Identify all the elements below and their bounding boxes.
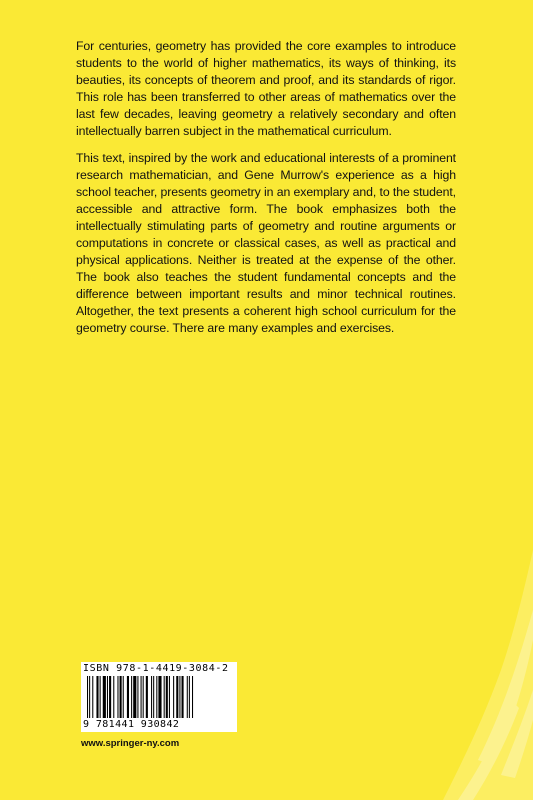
barcode-bar [131, 676, 132, 718]
barcode-bar [123, 676, 124, 718]
blurb [76, 38, 456, 347]
barcode-digits: 9 781441 930842 [83, 719, 180, 730]
barcode-bar [156, 676, 157, 718]
barcode-bar [166, 676, 168, 718]
springer-horse-watermark-icon [423, 550, 533, 800]
barcode-bar [169, 676, 170, 718]
barcode-bar [146, 676, 148, 718]
barcode-bar [96, 676, 98, 718]
barcode-bar [182, 676, 184, 718]
barcode-bar [192, 676, 193, 718]
barcode-bar [100, 676, 101, 718]
barcode-bar [87, 676, 88, 718]
blurb-paragraph-1: For centuries, geometry has provided the core examples to introduce students to the world of higher mathematics, its ways of thinking, its beauties, its concepts of theorem and proof, and its standards of rigor. This role has been transferred to other areas of mathematics over the last few decades, leaving geometry a relatively secondary and often intellectually barren subject in the mathematical curriculum. [76, 39, 456, 138]
barcode-bar [153, 676, 154, 718]
barcode-bar [109, 676, 111, 718]
barcode-bar [117, 676, 118, 718]
barcode-bar [127, 676, 129, 718]
barcode-bar [151, 676, 152, 718]
isbn: ISBN 978-1-4419-3084-2 [83, 663, 229, 674]
barcode-bar [179, 676, 180, 718]
barcode-bar [176, 676, 178, 718]
publisher-url: www.springer-ny.com [81, 738, 180, 749]
barcode-bar [113, 676, 114, 718]
barcode-bar [141, 676, 142, 718]
barcode-label [81, 662, 237, 732]
barcode-icon [87, 676, 231, 718]
barcode-bar [107, 676, 108, 718]
barcode-bar [173, 676, 174, 718]
barcode-bar [158, 676, 161, 718]
barcode-bar [92, 676, 93, 718]
barcode-bar [187, 676, 188, 718]
barcode-bar [189, 676, 190, 718]
barcode-bar [103, 676, 106, 718]
barcode-bar [133, 676, 136, 718]
barcode-bar [120, 676, 122, 718]
barcode-bar [89, 676, 90, 718]
barcode-bar [164, 676, 165, 718]
barcode-bar [137, 676, 138, 718]
barcode-bar [143, 676, 144, 718]
blurb-paragraph-2: This text, inspired by the work and educational interests of a prominent research mathematician, and Gene Murrow's experience as a high school teacher, presents geometry in an exemplary and, to the student, accessible and attractive form. The book emphasizes both the intellectually stimulating parts of geometry and routine arguments or computations in concrete or classical cases, as well as practical and physical applications. Neither is treated at the expense of the other. The book also teaches the student fundamental concepts and the difference between important results and minor technical routines. Altogether, the text presents a coherent high school curriculum for the geometry course. There are many examples and exercises. [76, 151, 456, 335]
